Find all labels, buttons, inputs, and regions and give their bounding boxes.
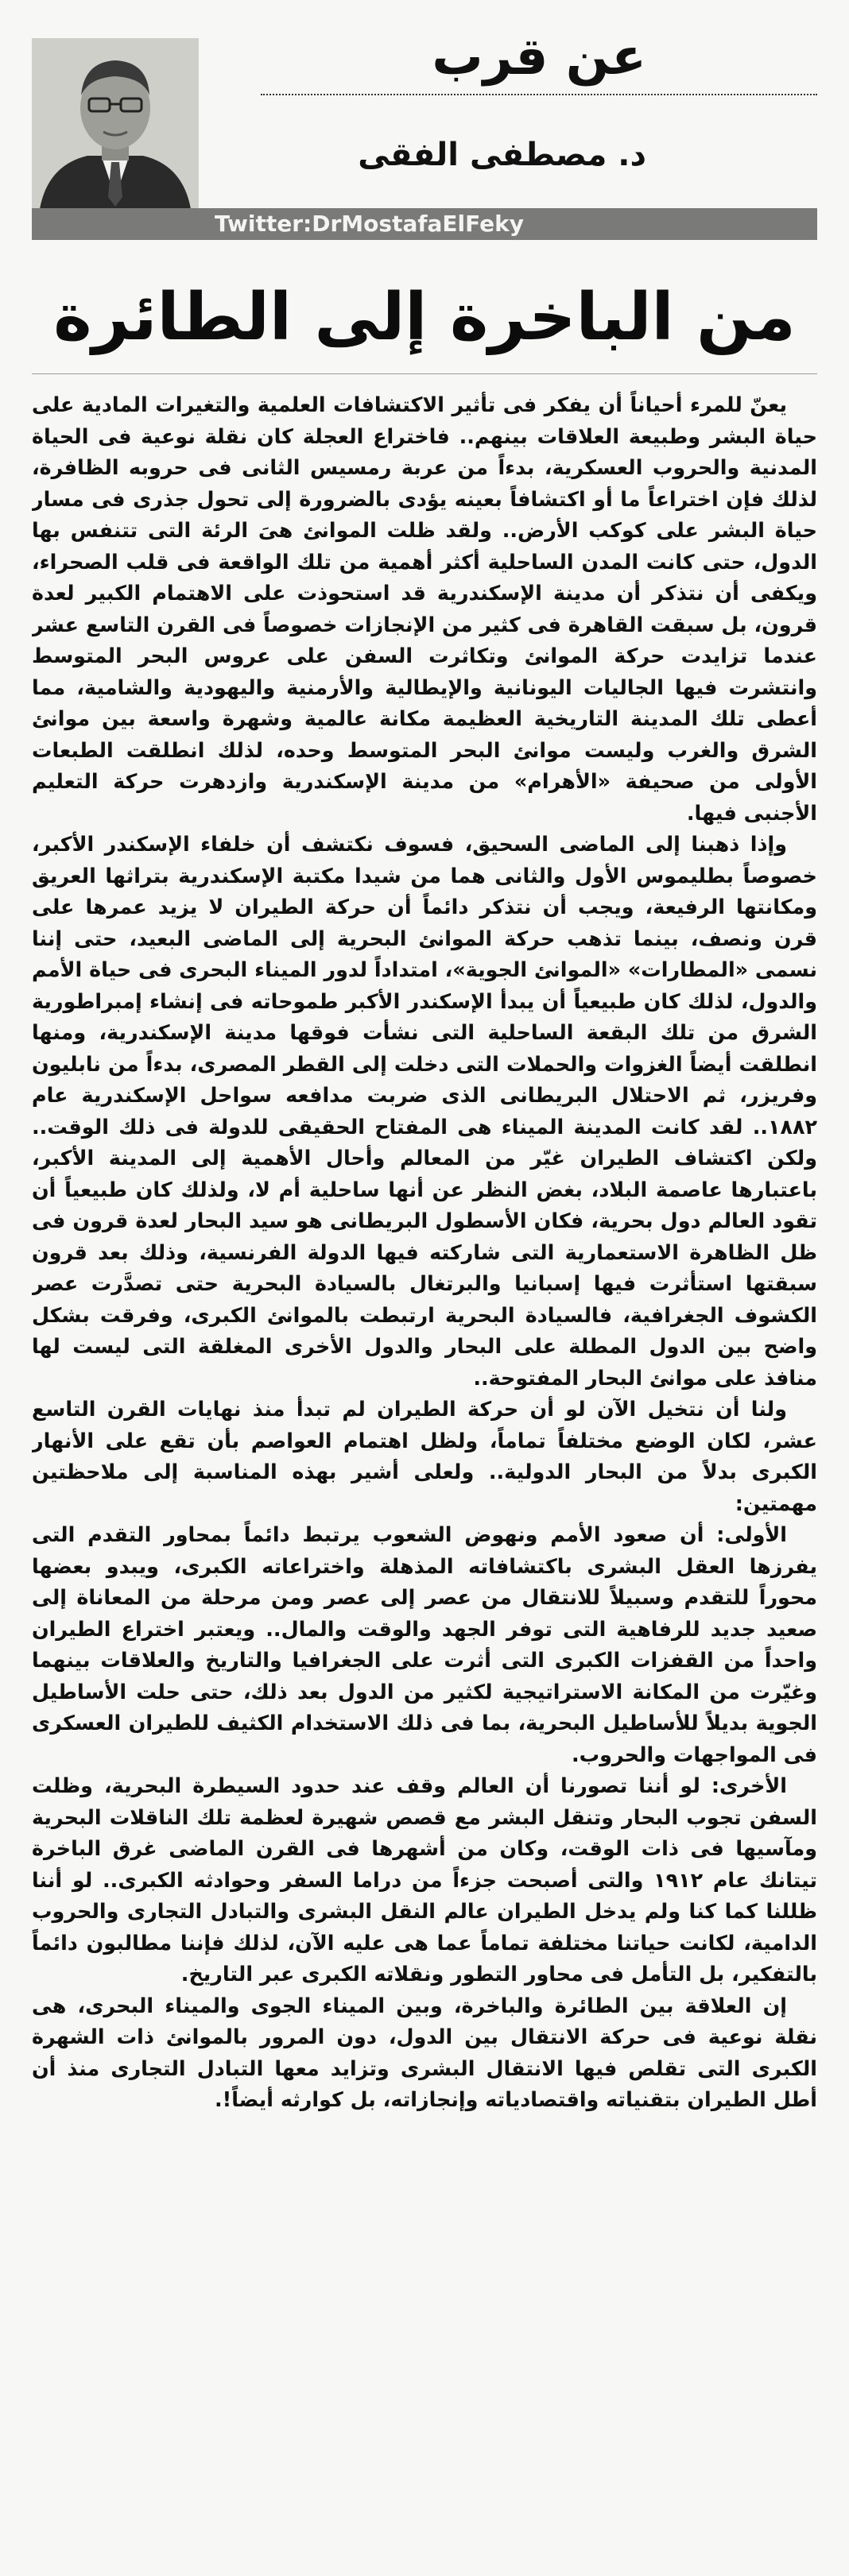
- header-divider: [261, 94, 817, 95]
- article-headline: من الباخرة إلى الطائرة: [53, 280, 796, 355]
- article-paragraph: إن العلاقة بين الطائرة والباخرة، وبين الميناء الجوى والميناء البحرى، هى نقلة نوعية فى حركة الانتقال بين الدول، دون المرور بالموانئ ذات الشهرة الكبرى التى تقلص فيها الانتقال البشرى وتزايد معها التبادل التجارى منذ أن أطل الطيران بتقنياته واقتصادياته وإنجازاته، بل كوارثه أيضاً!.: [32, 1993, 817, 2111]
- column-header: [0, 0, 849, 262]
- author-name: د. مصطفى الفقى: [358, 137, 646, 173]
- article-paragraph: وإذا ذهبنا إلى الماضى السحيق، فسوف نكتشف أن خلفاء الإسكندر الأكبر، خصوصاً بطليموس الأول والثانى هما من شيدا مكتبة الإسكندرية بتراثها العريق ومكانتها الرفيعة، ويجب أن نتذكر دائماً أن حركة الطيران لا يزيد عمرها على قرن ونصف، بينما تذهب حركة الموانئ البحرية إلى الماضى البعيد، حتى إننا نسمى «المطارات» «الموانئ الجوية»، امتداداً لدور الميناء البحرى فى حياة الأمم والدول، لذلك كان طبيعياً أن يبدأ الإسكندر الأكبر طموحاته فى إنشاء إمبراطورية الشرق من تلك البقعة الساحلية التى نشأت فوقها مدينة الإسكندرية، ومنها انطلقت أيضاً الغزوات والحملات التى دخلت إلى القطر المصرى، بدءاً من نابليون وفريزر، ثم الاحتلال البريطانى الذى ضربت مدافعه سواحل الإسكندرية عام ١٨٨٢.. لقد كانت المدينة الميناء هى المفتاح الحقيقى للدولة فى ذلك الوقت.. ولكن اكتشاف الطيران غيّر من المعالم وأحال الأهمية إلى المدينة الأكبر، باعتبارها عاصمة البلاد، بغض النظر عن أنها ساحلية أم لا، ولذلك كان طبيعياً أن تقود العالم دول بحرية، فكان الأسطول البريطانى هو سيد البحار لعدة قرون فى ظل الظاهرة الاستعمارية التى شاركته فيها الدولة الفرنسية، وذلك بعد قرون سبقتها استأثرت فيها إسبانيا والبرتغال بالسيادة البحرية حتى تصدَّرت عصر الكشوف الجغرافية، فالسيادة البحرية ارتبطت بالموانئ الكبرى، وفرقت بشكل واضح بين الدول المطلة على البحار والدول الأخرى المغلقة التى ليست لها منافذ على موانئ البحار المفتوحة..: [32, 832, 817, 1390]
- article-paragraph: يعنّ للمرء أحياناً أن يفكر فى تأثير الاكتشافات العلمية والتغيرات المادية على حياة البشر وطبيعة العلاقات بينهم.. فاختراع العجلة كان نقلة نوعية فى الحياة المدنية والحروب العسكرية، بدءاً من عربة رمسيس الثانى فى حروبه الظافرة، لذلك فإن اختراعاً ما أو اكتشافاً بعينه يؤدى بالضرورة إلى تحول جذرى فى مسار حياة البشر على كوكب الأرض.. ولقد ظلت الموانئ هىَ الرئة التى تتنفس بها الدول، حتى كانت المدن الساحلية أكثر أهمية من تلك الواقعة فى قلب الصحراء، ويكفى أن نتذكر أن مدينة الإسكندرية قد استحوذت على الاهتمام الكبير لعدة قرون، بل سبقت القاهرة فى كثير من الإنجازات خصوصاً فى القرن التاسع عشر عندما تزايدت حركة الموانئ وتكاثرت السفن على عروس البحر المتوسط وانتشرت فيها الجاليات اليونانية والإيطالية والأرمنية واليهودية والشامية، مما أعطى تلك المدينة التاريخية العظيمة مكانة عالمية وشهرة واسعة بين موانئ الشرق والغرب وليست موانئ البحر المتوسط وحده، لذلك انطلقت الطبعات الأولى من صحيفة «الأهرام» من مدينة الإسكندرية وازدهرت حركة التعليم الأجنبى فيها.: [32, 393, 817, 825]
- author-portrait-icon: [32, 38, 199, 209]
- twitter-handle: Twitter:DrMostafaElFeky: [32, 208, 817, 240]
- author-portrait: [32, 38, 199, 209]
- article-paragraph: الأولى: أن صعود الأمم ونهوض الشعوب يرتبط دائماً بمحاور التقدم التى يفرزها العقل البشرى باكتشافاته المذهلة واختراعاته الكبرى، ويبدو بعضها محوراً للتقدم وسبيلاً للانتقال من عصر إلى عصر ومن مرحلة من المعاناة إلى صعيد جديد للرفاهية التى توفر الجهد والوقت والمال.. ويعتبر اختراع الطيران واحداً من القفزات الكبرى التى أثرت على الجغرافيا والتاريخ والعلاقات بينهما وغيّرت من المكانة الاستراتيجية لكثير من الدول بعد ذلك، حتى حلت الأساطيل الجوية بديلاً للأساطيل البحرية، بما فى ذلك الاستخدام الكثيف للطيران العسكرى فى المواجهات والحروب.: [32, 1522, 817, 1766]
- article-paragraph: الأخرى: لو أننا تصورنا أن العالم وقف عند حدود السيطرة البحرية، وظلت السفن تجوب البحار وتنقل البشر مع قصص شهيرة لعظمة تلك الناقلات البحرية ومآسيها فى ذات الوقت، وكان من أشهرها فى القرن الماضى غرق الباخرة تيتانك عام ١٩١٢ والتى أصبحت جزءاً من دراما السفر وحوادثه الكبرى.. لو أننا ظللنا كما كنا ولم يدخل الطيران عالم النقل البشرى والتبادل التجارى والحروب الدامية، لكانت حياتنا مختلفة تماماً عما هى عليه الآن، لذلك فإننا مطالبون دائماً بالتفكير، بل التأمل فى محاور التطور ونقلاته الكبرى عبر التاريخ.: [32, 1773, 817, 1986]
- article-body: [32, 389, 817, 2559]
- column-name: عن قرب: [432, 28, 646, 87]
- article-paragraph: ولنا أن نتخيل الآن لو أن حركة الطيران لم تبدأ منذ نهايات القرن التاسع عشر، لكان الوضع مختلفاً تماماً، ولظل اهتمام العواصم بأن تقع على الأنهار الكبرى بدلاً من البحار الدولية.. ولعلى أشير بهذه المناسبة إلى ملاحظتين مهمتين:: [32, 1397, 817, 1515]
- headline-divider: [32, 373, 817, 374]
